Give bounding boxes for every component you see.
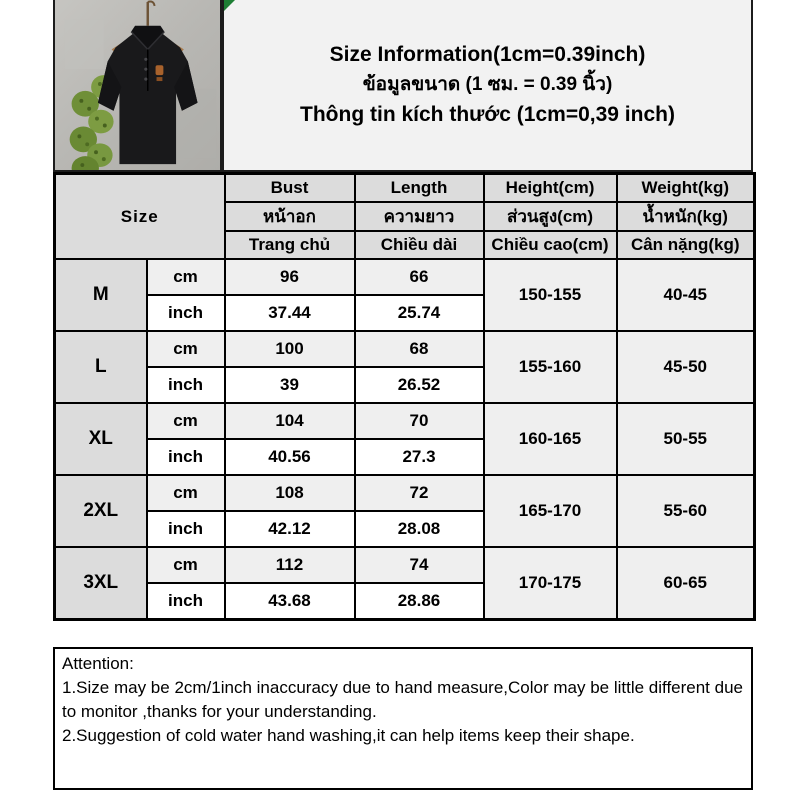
col-height-vi: Chiều cao(cm): [484, 231, 617, 259]
unit-inch: inch: [147, 583, 225, 620]
unit-inch: inch: [147, 295, 225, 331]
unit-cm: cm: [147, 259, 225, 295]
polo-shirt-illustration: [55, 0, 220, 170]
size-label: L: [55, 331, 147, 403]
product-photo: [53, 0, 222, 172]
size-information-header: [222, 0, 753, 172]
unit-inch: inch: [147, 511, 225, 547]
col-height-en: Height(cm): [484, 174, 617, 203]
length-cm: 68: [355, 331, 484, 367]
col-height-th: ส่วนสูง(cm): [484, 202, 617, 231]
col-weight-en: Weight(kg): [617, 174, 755, 203]
size-table: [53, 172, 756, 621]
bust-cm: 96: [225, 259, 355, 295]
col-weight-th: น้ำหนัก(kg): [617, 202, 755, 231]
table-header-row-en: [55, 174, 755, 203]
table-row-l-cm: [55, 331, 755, 367]
table-row-3xl-cm: [55, 547, 755, 583]
size-header-cell: Size: [55, 174, 225, 260]
bust-inch: 37.44: [225, 295, 355, 331]
bust-inch: 39: [225, 367, 355, 403]
bust-inch: 42.12: [225, 511, 355, 547]
unit-inch: inch: [147, 439, 225, 475]
length-inch: 27.3: [355, 439, 484, 475]
corner-flag-icon: [224, 0, 235, 11]
size-label: 2XL: [55, 475, 147, 547]
col-bust-en: Bust: [225, 174, 355, 203]
length-inch: 25.74: [355, 295, 484, 331]
attention-notes: [53, 647, 753, 790]
col-bust-vi: Trang chủ: [225, 231, 355, 259]
length-inch: 28.86: [355, 583, 484, 620]
bust-cm: 108: [225, 475, 355, 511]
attention-line-2: 2.Suggestion of cold water hand washing,it can help items keep their shape.: [62, 726, 635, 746]
weight-range: 60-65: [617, 547, 755, 620]
unit-inch: inch: [147, 367, 225, 403]
length-cm: 66: [355, 259, 484, 295]
col-length-vi: Chiều dài: [355, 231, 484, 259]
height-range: 165-170: [484, 475, 617, 547]
title-vietnamese: Thông tin kích thước (1cm=0,39 inch): [300, 103, 675, 127]
size-label: 3XL: [55, 547, 147, 620]
table-row-m-cm: [55, 259, 755, 295]
bust-cm: 104: [225, 403, 355, 439]
title-english: Size Information(1cm=0.39inch): [329, 43, 646, 67]
attention-heading: Attention:: [62, 654, 134, 673]
col-length-en: Length: [355, 174, 484, 203]
bust-inch: 43.68: [225, 583, 355, 620]
size-label: M: [55, 259, 147, 331]
height-range: 170-175: [484, 547, 617, 620]
length-cm: 72: [355, 475, 484, 511]
unit-cm: cm: [147, 403, 225, 439]
title-thai: ข้อมูลขนาด (1 ซม. = 0.39 นิ้ว): [362, 73, 613, 95]
table-row-xl-cm: [55, 403, 755, 439]
col-bust-th: หน้าอก: [225, 202, 355, 231]
unit-cm: cm: [147, 331, 225, 367]
bust-cm: 100: [225, 331, 355, 367]
weight-range: 55-60: [617, 475, 755, 547]
length-cm: 74: [355, 547, 484, 583]
unit-cm: cm: [147, 475, 225, 511]
length-cm: 70: [355, 403, 484, 439]
col-length-th: ความยาว: [355, 202, 484, 231]
bust-inch: 40.56: [225, 439, 355, 475]
table-row-2xl-cm: [55, 475, 755, 511]
size-label: XL: [55, 403, 147, 475]
length-inch: 28.08: [355, 511, 484, 547]
unit-cm: cm: [147, 547, 225, 583]
chest-logo: [156, 65, 164, 81]
weight-range: 50-55: [617, 403, 755, 475]
col-weight-vi: Cân nặng(kg): [617, 231, 755, 259]
height-range: 155-160: [484, 331, 617, 403]
length-inch: 26.52: [355, 367, 484, 403]
weight-range: 45-50: [617, 331, 755, 403]
height-range: 160-165: [484, 403, 617, 475]
height-range: 150-155: [484, 259, 617, 331]
attention-line-1: 1.Size may be 2cm/1inch inaccuracy due to hand measure,Color may be little different due to monitor ,thanks for your understanding.: [62, 678, 743, 722]
bust-cm: 112: [225, 547, 355, 583]
weight-range: 40-45: [617, 259, 755, 331]
